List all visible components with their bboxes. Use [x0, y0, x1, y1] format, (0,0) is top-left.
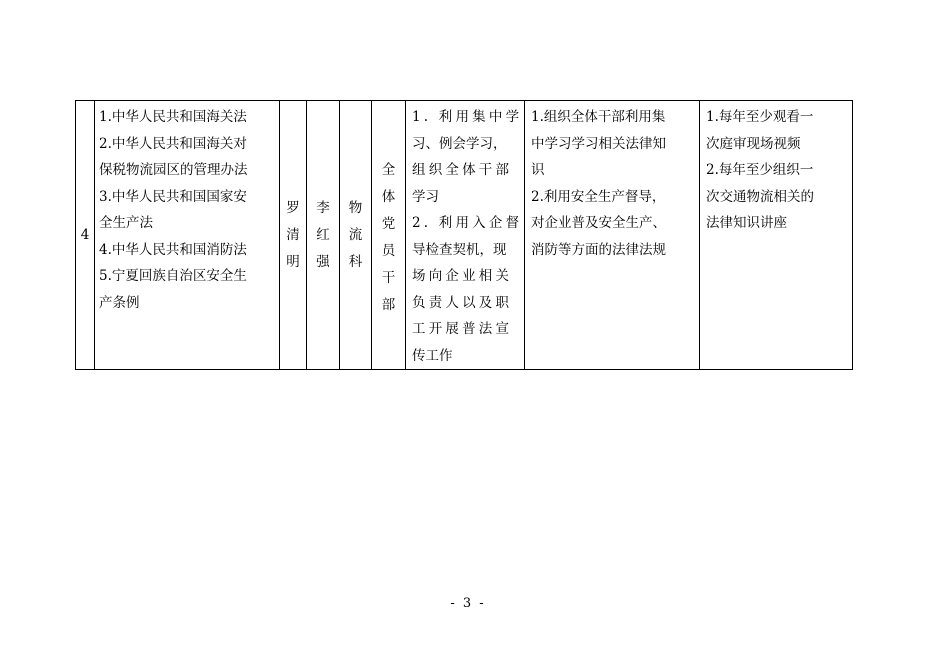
- measure-line: 识: [531, 162, 545, 178]
- measure-line: 学习: [412, 188, 439, 205]
- page-number: - 3 -: [450, 596, 486, 611]
- row-number-cell: [76, 101, 95, 370]
- regulation-line: 全生产法: [99, 215, 153, 231]
- department: 物流科: [348, 199, 363, 270]
- measure-line: 2.每年至少组织一: [706, 162, 814, 178]
- regulation-line: 2.中华人民共和国海关对: [99, 135, 247, 152]
- measure-line: 2.利用安全生产督导，: [531, 188, 666, 205]
- responsible-person: 李红强: [316, 199, 330, 270]
- regulation-line: 产条例: [99, 294, 140, 311]
- measure-line: 对企业普及安全生产、: [531, 215, 666, 231]
- measure-line: 1. 利用集中学: [412, 109, 523, 125]
- measure-line: 习、例会学习，: [412, 135, 507, 152]
- regulation-line: 5.宁夏回族自治区安全生: [99, 268, 247, 284]
- regulation-line: 4.中华人民共和国消防法: [99, 241, 247, 258]
- measures-b-cell: [525, 101, 700, 370]
- target-audience: 全体党员干部: [381, 162, 396, 313]
- measure-line: 次交通物流相关的: [706, 188, 814, 205]
- measures-c-cell: [700, 101, 853, 370]
- regulation-line: 1.中华人民共和国海关法: [99, 109, 247, 125]
- measure-line: 负责人以及职: [412, 294, 513, 311]
- measure-line: 传工作: [412, 347, 453, 364]
- measure-line: 中学习学习相关法律知: [531, 135, 666, 152]
- regulations-cell: [95, 101, 280, 370]
- measure-line: 场向企业相关: [412, 268, 513, 284]
- regulation-line: 保税物流园区的管理办法: [99, 162, 248, 178]
- measure-line: 工开展普法宣: [412, 321, 513, 337]
- responsible-person-cell: [307, 101, 340, 370]
- row-number: 4: [80, 226, 90, 243]
- measure-line: 次庭审现场视频: [706, 135, 801, 152]
- target-cell: [372, 101, 406, 370]
- measure-line: 消防等方面的法律法规: [531, 241, 666, 258]
- measure-line: 1.组织全体干部利用集: [531, 109, 666, 125]
- measure-line: 法律知识讲座: [706, 215, 787, 231]
- measures-a-cell: [406, 101, 525, 370]
- measure-line: 导检查契机，现: [412, 241, 507, 258]
- regulation-line: 3.中华人民共和国国家安: [99, 188, 247, 205]
- measure-line: 组织全体干部: [412, 162, 513, 178]
- table-row: [76, 101, 853, 370]
- responsible-leader: 罗清明: [286, 199, 300, 270]
- responsible-leader-cell: [280, 101, 307, 370]
- measure-line: 2. 利用入企督: [412, 215, 523, 231]
- department-cell: [340, 101, 372, 370]
- regulation-table: [75, 100, 853, 370]
- measure-line: 1.每年至少观看一: [706, 109, 814, 125]
